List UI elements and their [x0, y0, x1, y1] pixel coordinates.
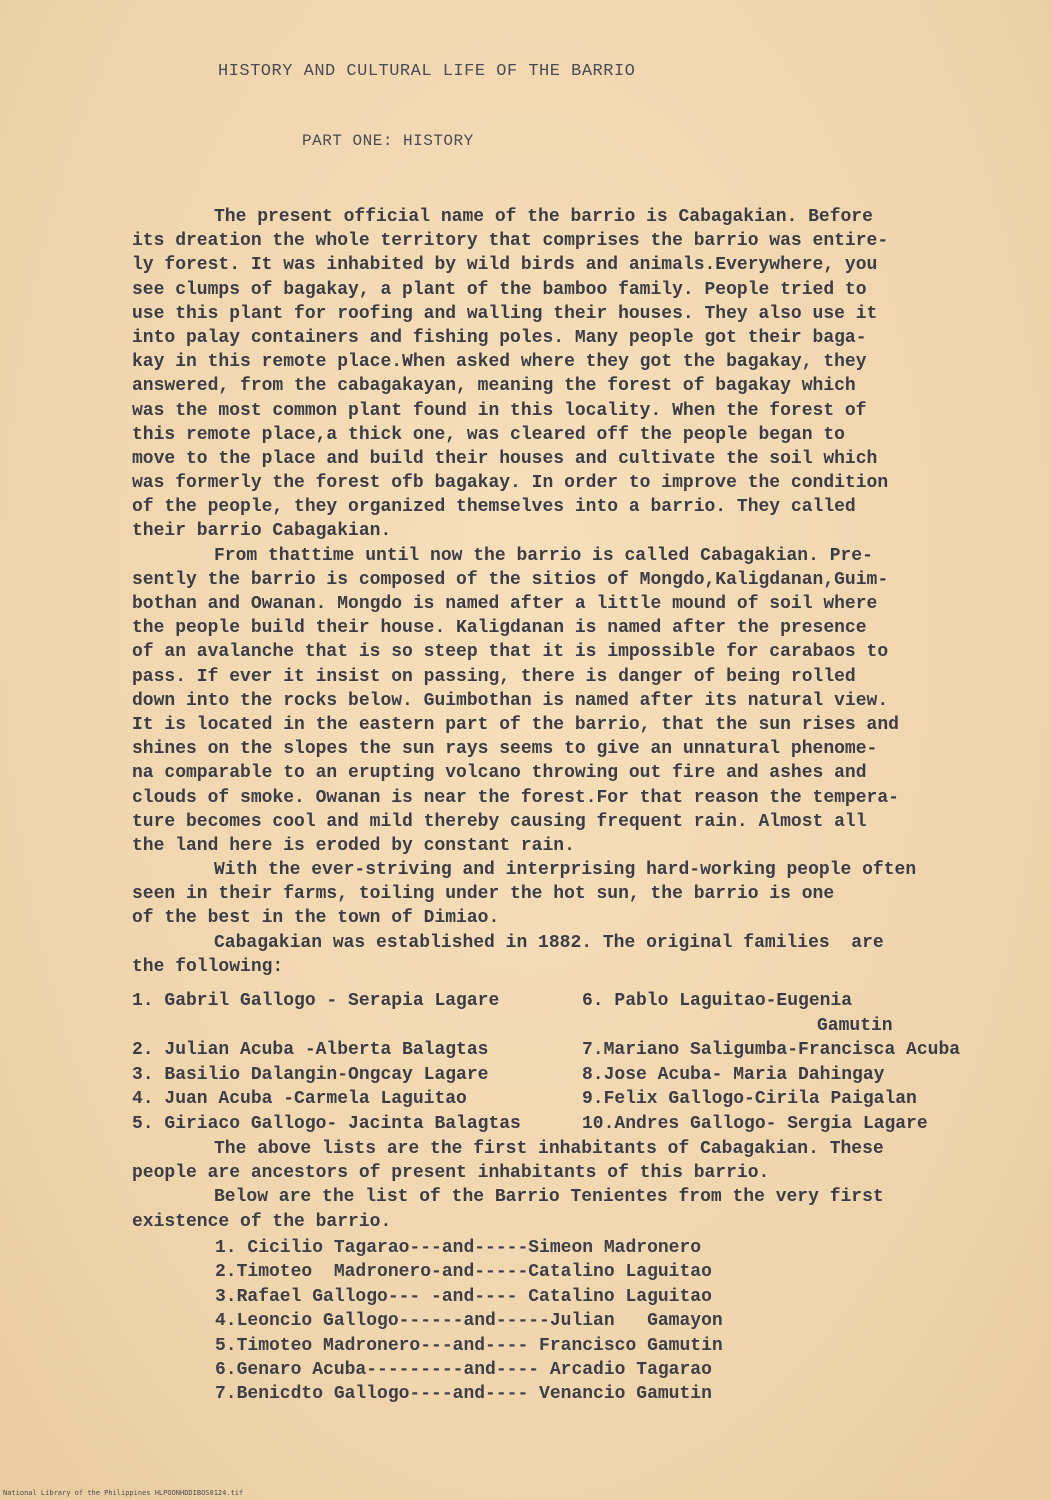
paragraph-people — [132, 858, 1012, 931]
family-entry: 4. Juan Acuba -Carmela Laguitao — [132, 1089, 467, 1109]
family-entry-continuation: Gamutin — [817, 1015, 893, 1036]
text-line: seen in their farms, toiling under the hot sun, the barrio is one — [132, 884, 835, 905]
document-title: HISTORY AND CULTURAL LIFE OF THE BARRIO — [218, 62, 636, 81]
text-line: the people build their house. Kaligdanan is named after the presence — [132, 618, 867, 639]
text-line: the land here is eroded by constant rain. — [132, 835, 575, 856]
text-line: of the people, they organized themselves into a barrio. They called — [132, 497, 856, 518]
text-line: see clumps of bagakay, a plant of the bamboo family. People tried to — [132, 279, 867, 300]
text-line: Cabagakian was established in 1882. The original families are — [214, 932, 884, 953]
text-line: move to the place and build their houses and cultivate the soil which — [132, 448, 878, 469]
list-row — [132, 1087, 1022, 1112]
list-item: 2.Timoteo Madronero-and-----Catalino Laguitao — [215, 1262, 712, 1283]
family-entry: 7.Mariano Saligumba-Francisca Acuba — [582, 1040, 961, 1060]
text-line: existence of the barrio. — [132, 1211, 392, 1232]
list-item: 1. Cicilio Tagarao---and-----Simeon Madronero — [215, 1238, 702, 1258]
text-line: answered, from the cabagakayan, meaning the forest of bagakay which — [132, 376, 856, 397]
text-line: kay in this remote place.When asked where they got the bagakay, they — [132, 352, 867, 373]
text-line: From thattime until now the barrio is called Cabagakian. Pre- — [214, 545, 873, 566]
list-item: 6.Genaro Acuba---------and---- Arcadio Tagarao — [215, 1359, 712, 1380]
scan-footer: National Library of the Philippines HLPOONHDDIBOS0124.tif — [3, 1489, 244, 1497]
text-line: sently the barrio is composed of the sitios of Mongdo,Kaligdanan,Guim- — [132, 569, 889, 590]
list-item: 4.Leoncio Gallogo------and-----Julian Gamayon — [215, 1311, 723, 1332]
list-row — [132, 1063, 1022, 1088]
paragraph-sitios — [132, 544, 1012, 858]
family-entry: 9.Felix Gallogo-Cirila Paigalan — [582, 1089, 917, 1109]
text-line: of the best in the town of Dimiao. — [132, 908, 500, 929]
text-line: the following: — [132, 956, 284, 977]
text-line: pass. If ever it insist on passing, there is danger of being rolled — [132, 666, 856, 687]
family-entry: 8.Jose Acuba- Maria Dahingay — [582, 1064, 885, 1085]
original-families-list — [132, 989, 1022, 1136]
text-line: With the ever-striving and interprising hard-working people often — [214, 860, 917, 881]
history-body — [132, 205, 1012, 979]
list-item: 7.Benicdto Gallogo----and---- Venancio Gamutin — [215, 1384, 712, 1405]
list-row — [132, 1014, 1022, 1039]
family-entry: 2. Julian Acuba -Alberta Balagtas — [132, 1040, 489, 1060]
list-item: 5.Timoteo Madronero---and---- Francisco Gamutin — [215, 1335, 723, 1356]
text-line: was formerly the forest ofb bagakay. In order to improve the condition — [132, 473, 889, 494]
text-line: The above lists are the first inhabitants of Cabagakian. These — [214, 1139, 884, 1159]
text-line: into palay containers and fishing poles. Many people got their baga- — [132, 327, 867, 348]
list-item: 3.Rafael Gallogo--- -and---- Catalino Laguitao — [215, 1286, 712, 1307]
text-line: shines on the slopes the sun rays seems to give an unnatural phenome- — [132, 739, 878, 760]
text-line: Below are the list of the Barrio Tenientes from the very first — [214, 1187, 884, 1208]
family-entry: 1. Gabril Gallogo - Serapia Lagare — [132, 991, 500, 1011]
after-list-body — [132, 1137, 1012, 1234]
text-line: people are ancestors of present inhabitants of this barrio. — [132, 1163, 770, 1184]
family-entry: 6. Pablo Laguitao-Eugenia — [582, 991, 853, 1011]
text-line: It is located in the eastern part of the barrio, that the sun rises and — [132, 714, 899, 735]
list-row — [132, 1112, 1022, 1137]
barrio-tenientes-list — [215, 1236, 723, 1407]
text-line: ly forest. It was inhabited by wild birds and animals.Everywhere, you — [132, 255, 878, 276]
text-line: was the most common plant found in this locality. When the forest of — [132, 400, 867, 421]
list-row — [132, 989, 1022, 1014]
text-line: ture becomes cool and mild thereby causing frequent rain. Almost all — [132, 811, 867, 832]
family-entry: 3. Basilio Dalangin-Ongcay Lagare — [132, 1064, 489, 1085]
text-line: bothan and Owanan. Mongdo is named after a little mound of soil where — [132, 594, 878, 614]
family-entry: 5. Giriaco Gallogo- Jacinta Balagtas — [132, 1113, 521, 1134]
section-heading: PART ONE: HISTORY — [302, 132, 474, 150]
text-line: down into the rocks below. Guimbothan is named after its natural view. — [132, 690, 889, 711]
text-line: their barrio Cabagakian. — [132, 521, 392, 542]
text-line: this remote place,a thick one, was cleared off the people began to — [132, 424, 845, 445]
list-row — [132, 1038, 1022, 1063]
text-line: its dreation the whole territory that comprises the barrio was entire- — [132, 231, 889, 252]
text-line: clouds of smoke. Owanan is near the forest.For that reason the tempera- — [132, 787, 899, 808]
text-line: of an avalanche that is so steep that it is impossible for carabaos to — [132, 642, 889, 663]
text-line: The present official name of the barrio is Cabagakian. Before — [214, 207, 873, 227]
paragraph-establishment — [132, 931, 1012, 979]
text-line: use this plant for roofing and walling their houses. They also use it — [132, 303, 878, 324]
family-entry: 10.Andres Gallogo- Sergia Lagare — [582, 1113, 928, 1134]
text-line: na comparable to an erupting volcano throwing out fire and ashes and — [132, 763, 867, 784]
paragraph-origin — [132, 205, 1012, 544]
